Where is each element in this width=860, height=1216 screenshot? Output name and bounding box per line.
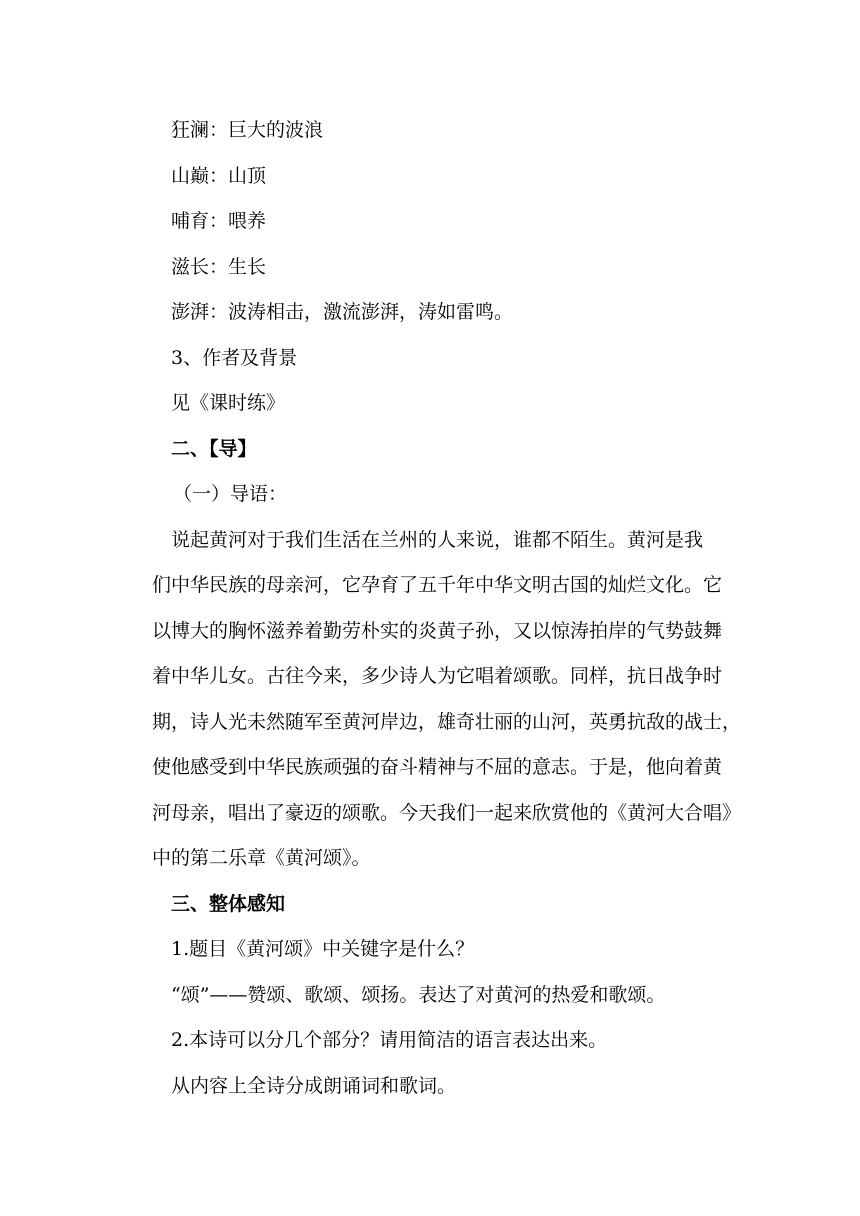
answer-2: 从内容上全诗分成朗诵词和歌词。	[171, 1074, 457, 1097]
document-content	[152, 108, 743, 1109]
vocab-item: 滋长：生长	[171, 255, 267, 278]
intro-line: 说起黄河对于我们生活在兰州的人来说，谁都不陌生。黄河是我	[171, 528, 704, 551]
intro-line: 们中华民族的母亲河，它孕育了五千年中华文明古国的灿烂文化。它	[152, 574, 723, 596]
intro-line: 河母亲，唱出了豪迈的颂歌。今天我们一起来欣赏他的《黄河大合唱》	[152, 801, 742, 824]
vocab-item: 狂澜：巨大的波浪	[171, 119, 324, 141]
author-reference: 见《课时练》	[171, 392, 286, 414]
intro-label: （一）导语：	[173, 483, 288, 505]
section-heading-overview: 三、整体感知	[171, 892, 286, 915]
intro-line: 以博大的胸怀滋养着勤劳朴实的炎黄子孙，又以惊涛拍岸的气势鼓舞	[152, 619, 723, 642]
intro-line: 中的第二乐章《黄河颂》。	[152, 847, 371, 869]
intro-line: 着中华儿女。古往今来，多少诗人为它唱着颂歌。同样，抗日战争时	[152, 665, 723, 687]
answer-1: “颂”——赞颂、歌颂、颂扬。表达了对黄河的热爱和歌颂。	[171, 983, 666, 1006]
vocab-item: 哺育：喂养	[171, 210, 267, 232]
intro-line: 期，诗人光未然随军至黄河岸边，雄奇壮丽的山河，英勇抗敌的战士，	[152, 710, 742, 733]
vocab-item: 山巅：山顶	[171, 164, 267, 187]
question-1: 1.题目《黄河颂》中关键字是什么？	[171, 938, 475, 960]
intro-paragraph	[152, 518, 743, 882]
question-2: 2.本诗可以分几个部分？请用简洁的语言表达出来。	[171, 1029, 608, 1051]
author-heading: 3、作者及背景	[171, 346, 298, 369]
section-heading-guide: 二、【导】	[171, 437, 257, 460]
intro-line: 使他感受到中华民族顽强的奋斗精神与不屈的意志。于是，他向着黄	[152, 756, 723, 778]
vocab-item: 澎湃：波涛相击，激流澎湃，涛如雷鸣。	[171, 301, 514, 323]
